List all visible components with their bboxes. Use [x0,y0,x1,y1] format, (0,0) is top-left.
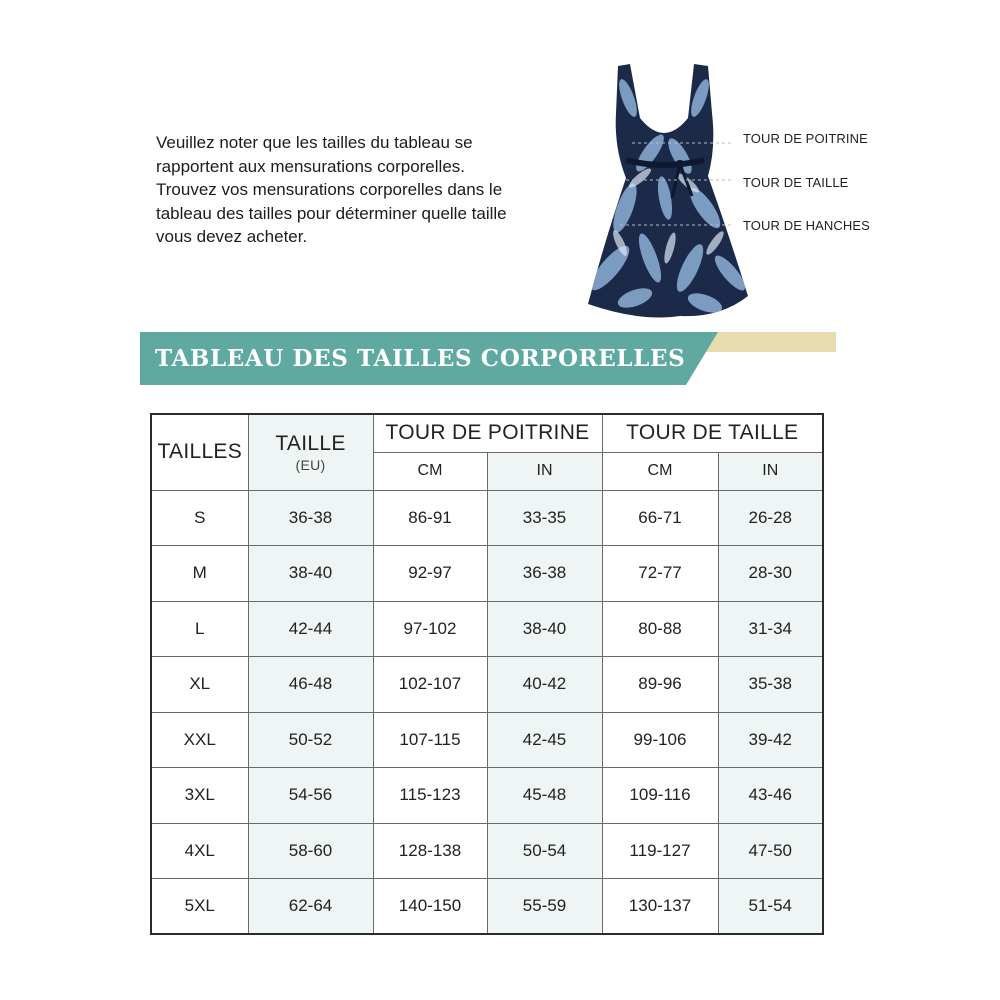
bust-in-cell: 50-54 [487,823,602,879]
bust-in-cell: 55-59 [487,879,602,935]
size-cell: 5XL [151,879,248,935]
eu-size-cell: 36-38 [248,490,373,546]
label-tour-de-hanches: TOUR DE HANCHES [743,218,870,233]
header-taille-eu [248,414,373,490]
waist-cm-cell: 72-77 [602,546,718,602]
waist-cm-cell: 109-116 [602,768,718,824]
waist-in-cell: 28-30 [718,546,823,602]
label-tour-de-poitrine: TOUR DE POITRINE [743,131,868,146]
header-taille-label: TAILLE [275,431,346,455]
note-line: vous devez acheter. [156,227,308,246]
size-cell: 4XL [151,823,248,879]
waist-cm-cell: 80-88 [602,601,718,657]
table-row [151,657,823,713]
table-row [151,546,823,602]
header-tailles: TAILLES [151,414,248,490]
size-cell: XXL [151,712,248,768]
size-cell: XL [151,657,248,713]
table-row [151,712,823,768]
header-taille-cm: CM [602,452,718,490]
size-cell: M [151,546,248,602]
eu-size-cell: 38-40 [248,546,373,602]
table-header-row [151,414,823,452]
eu-size-cell: 46-48 [248,657,373,713]
bust-cm-cell: 102-107 [373,657,487,713]
bust-in-cell: 38-40 [487,601,602,657]
size-chart-table [150,413,824,935]
header-poitrine-in: IN [487,452,602,490]
waist-in-cell: 35-38 [718,657,823,713]
size-cell: 3XL [151,768,248,824]
bust-in-cell: 40-42 [487,657,602,713]
header-taille-in: IN [718,452,823,490]
bust-cm-cell: 107-115 [373,712,487,768]
waist-cm-cell: 66-71 [602,490,718,546]
label-tour-de-taille: TOUR DE TAILLE [743,175,849,190]
waist-cm-cell: 119-127 [602,823,718,879]
waist-cm-cell: 99-106 [602,712,718,768]
bust-cm-cell: 115-123 [373,768,487,824]
waist-in-cell: 43-46 [718,768,823,824]
waist-in-cell: 26-28 [718,490,823,546]
waist-cm-cell: 130-137 [602,879,718,935]
bust-in-cell: 36-38 [487,546,602,602]
bust-cm-cell: 86-91 [373,490,487,546]
bust-cm-cell: 97-102 [373,601,487,657]
eu-size-cell: 50-52 [248,712,373,768]
table-row [151,879,823,935]
waist-cm-cell: 89-96 [602,657,718,713]
waist-in-cell: 39-42 [718,712,823,768]
header-tour-de-poitrine: TOUR DE POITRINE [373,414,602,452]
table-row [151,823,823,879]
eu-size-cell: 54-56 [248,768,373,824]
header-tour-de-taille: TOUR DE TAILLE [602,414,823,452]
bust-in-cell: 45-48 [487,768,602,824]
table-row [151,601,823,657]
note-line: Trouvez vos mensurations corporelles dans le [156,180,503,199]
waist-in-cell: 31-34 [718,601,823,657]
note-line: rapportent aux mensurations corporelles. [156,156,465,176]
note-line: Veuillez noter que les tailles du tableau se [156,133,473,152]
waist-in-cell: 47-50 [718,823,823,879]
size-cell: S [151,490,248,546]
bust-cm-cell: 92-97 [373,546,487,602]
table-row [151,768,823,824]
eu-size-cell: 42-44 [248,601,373,657]
size-cell: L [151,601,248,657]
waist-in-cell: 51-54 [718,879,823,935]
bust-cm-cell: 128-138 [373,823,487,879]
eu-size-cell: 58-60 [248,823,373,879]
header-eu-label: (EU) [295,456,326,473]
note-line: tableau des tailles pour déterminer quelle taille [156,203,507,223]
bust-cm-cell: 140-150 [373,879,487,935]
bust-in-cell: 33-35 [487,490,602,546]
measure-guides [620,125,740,240]
header-poitrine-cm: CM [373,452,487,490]
size-note [156,131,576,249]
bust-in-cell: 42-45 [487,712,602,768]
eu-size-cell: 62-64 [248,879,373,935]
table-row [151,490,823,546]
banner-title: TABLEAU DES TAILLES CORPORELLES [155,345,686,372]
